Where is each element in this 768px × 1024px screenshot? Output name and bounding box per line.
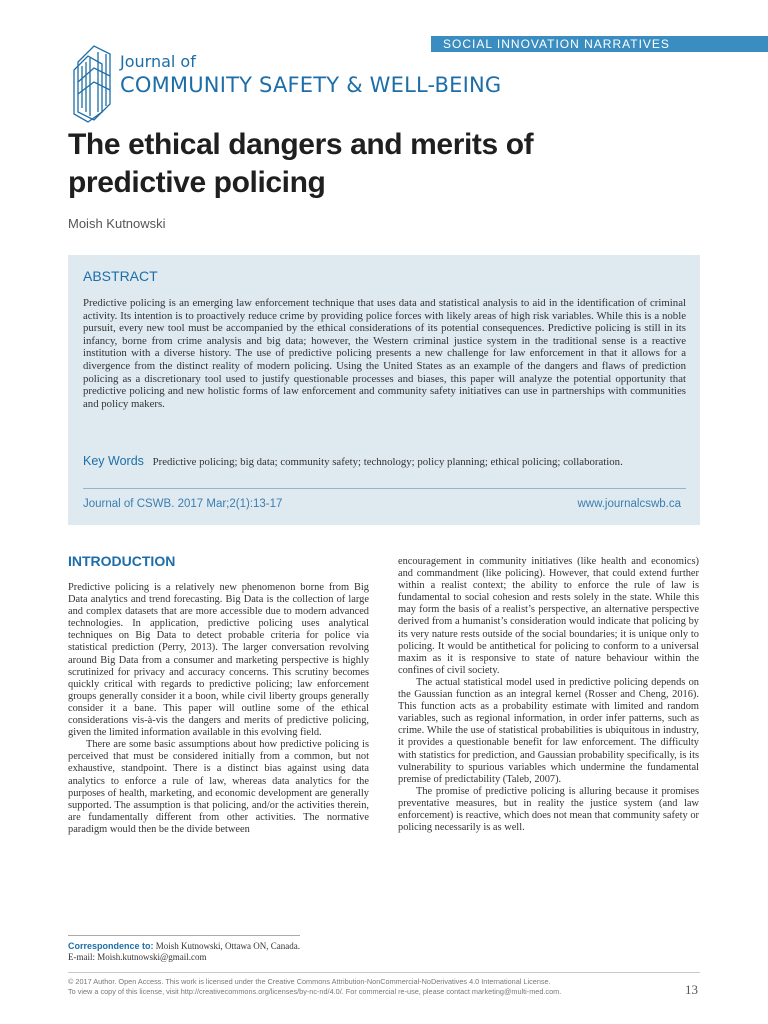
section-banner: SOCIAL INNOVATION NARRATIVES: [431, 36, 768, 52]
license-notice: [68, 977, 638, 997]
abstract-heading: ABSTRACT: [83, 268, 158, 284]
footer-divider: [68, 972, 700, 973]
introduction-heading: INTRODUCTION: [68, 553, 176, 569]
correspondence-divider: [68, 935, 300, 936]
license-line: © 2017 Author. Open Access. This work is licensed under the Creative Commons Attribution-NonCommercial-NoDerivatives 4.0 International License.: [68, 977, 551, 986]
journal-website-link[interactable]: www.journalcswb.ca: [577, 498, 681, 510]
citation: Journal of CSWB. 2017 Mar;2(1):13-17: [83, 498, 283, 510]
paragraph: The actual statistical model used in predictive policing depends on the Gaussian function as an integral kernel (Rosser and Cheng, 2016). This function acts as a probability estimate with limited and random variables, such as regional information, in order infer patterns, such as crime. While the use of statistical probabilities is ubiquitous in industry, it provides a questionable benefit for law enforcement. The difficulty with statistics for prediction, and Gaussian probability specifically, is its vulnerability to spurious variables which undermine the fundamental premise of predictability (Taleb, 2007).: [398, 676, 699, 785]
keywords: [83, 455, 686, 469]
journal-name: COMMUNITY SAFETY & WELL-BEING: [120, 73, 502, 97]
abstract-box: [68, 255, 700, 525]
correspondence-text: Moish Kutnowski, Ottawa ON, Canada.: [155, 941, 300, 951]
right-column: [398, 556, 699, 834]
page-number: 13: [685, 982, 698, 997]
article-author: Moish Kutnowski: [68, 216, 166, 231]
paragraph: encouragement in community initiatives (like health and economics) and commandment (like policing). However, that could extend further within a realist context; the ability to enforce the rule of law is fundamental to social cohesion and rests solely in the state. While this may form the basis of a realist’s perspective, an alternative perspective derived from a humanist’s consideration would indicate that policing by its very nature rests outside of the social boundaries; it is unique only to policing. It would be antithetical for policing to conform to a universal maxim as it is responsive to state of nature behaviour within the confines of civil society.: [398, 556, 699, 676]
journal-logo-icon: [70, 42, 114, 124]
paragraph: There are some basic assumptions about how predictive policing is perceived that must be considered initially from a common, but not exhaustive, standpoint. There is a distinct bias against using data analytics to enforce a rule of law, whereas data analytics for the purposes of health, marketing, and economic development are generally supported. The assumption is that policing, and/or the activities therein, are fundamentally different from other activities. The normative paradigm would then be the divide between: [68, 739, 369, 835]
correspondence-label: Correspondence to:: [68, 941, 154, 951]
paragraph: The promise of predictive policing is alluring because it promises preventative measures, but in reality the justice system (and law enforcement) is reactive, which does not mean that community safety or policing necessarily is as well.: [398, 785, 699, 834]
correspondence: [68, 941, 300, 963]
journal-prefix: Journal of: [120, 52, 196, 71]
email-label: E-mail:: [68, 952, 95, 962]
abstract-divider: [83, 488, 686, 489]
article-title: The ethical dangers and merits of predictive policing: [68, 128, 534, 199]
left-column: [68, 582, 369, 836]
email-link[interactable]: Moish.kutnowski@gmail.com: [97, 952, 207, 962]
keywords-text: Predictive policing; big data; community safety; technology; policy planning; ethical policing; collaboration.: [152, 456, 623, 468]
license-line: To view a copy of this license, visit http://creativecommons.org/licenses/by-nc-nd/4.0/. For commercial re-use, please contact marketing@multi-med.com.: [68, 987, 562, 996]
paragraph: Predictive policing is a relatively new phenomenon borne from Big Data analytics and trend forecasting. Big Data is the collection of large and complex datasets that are more accessible due to modern advanced technologies. In application, predictive policing uses analytical techniques on Big Data to detect probable criteria for police via statistical prediction (Perry, 2013). The larger conversation revolving around Big Data from a consumer and marketing perspective is highly scrutinized for privacy and accuracy concerns. This scrutiny becomes quickly critical with regards to predictive policing; law enforcement groups generally consider it a boon, while civil liberty groups generally consider it a bane. This paper will outline some of the ethical considerations vis-à-vis the dangers and merits of predictive policing, given the limited information available in this evolving field.: [68, 582, 369, 739]
abstract-text: Predictive policing is an emerging law enforcement technique that uses data and statistical analysis to aid in the identification of criminal activity. Its intention is to proactively reduce crime by providing police forces with likely areas of high risk variables. While this is a noble pursuit, every new tool must be accompanied by the ethical considerations of its potential consequences. Predictive policing is still in its infancy, borne from crime analysis and big data; however, the Western criminal justice system in the traditional sense is a reactive institution with a diverse history. The use of predictive policing presents a new challenge for law enforcement in that it allows for a divergence from the distinct reality of modern policing. Using the United States as an example of the dangers and flaws of prediction policing as a discretionary tool used to justify questionable processes and biases, this paper will analyze the potential opportunity that predictive policing and new holistic forms of law enforcement and community safety initiatives can use in partnerships with communities and policy makers.: [83, 297, 686, 410]
keywords-label: Key Words: [83, 454, 144, 468]
